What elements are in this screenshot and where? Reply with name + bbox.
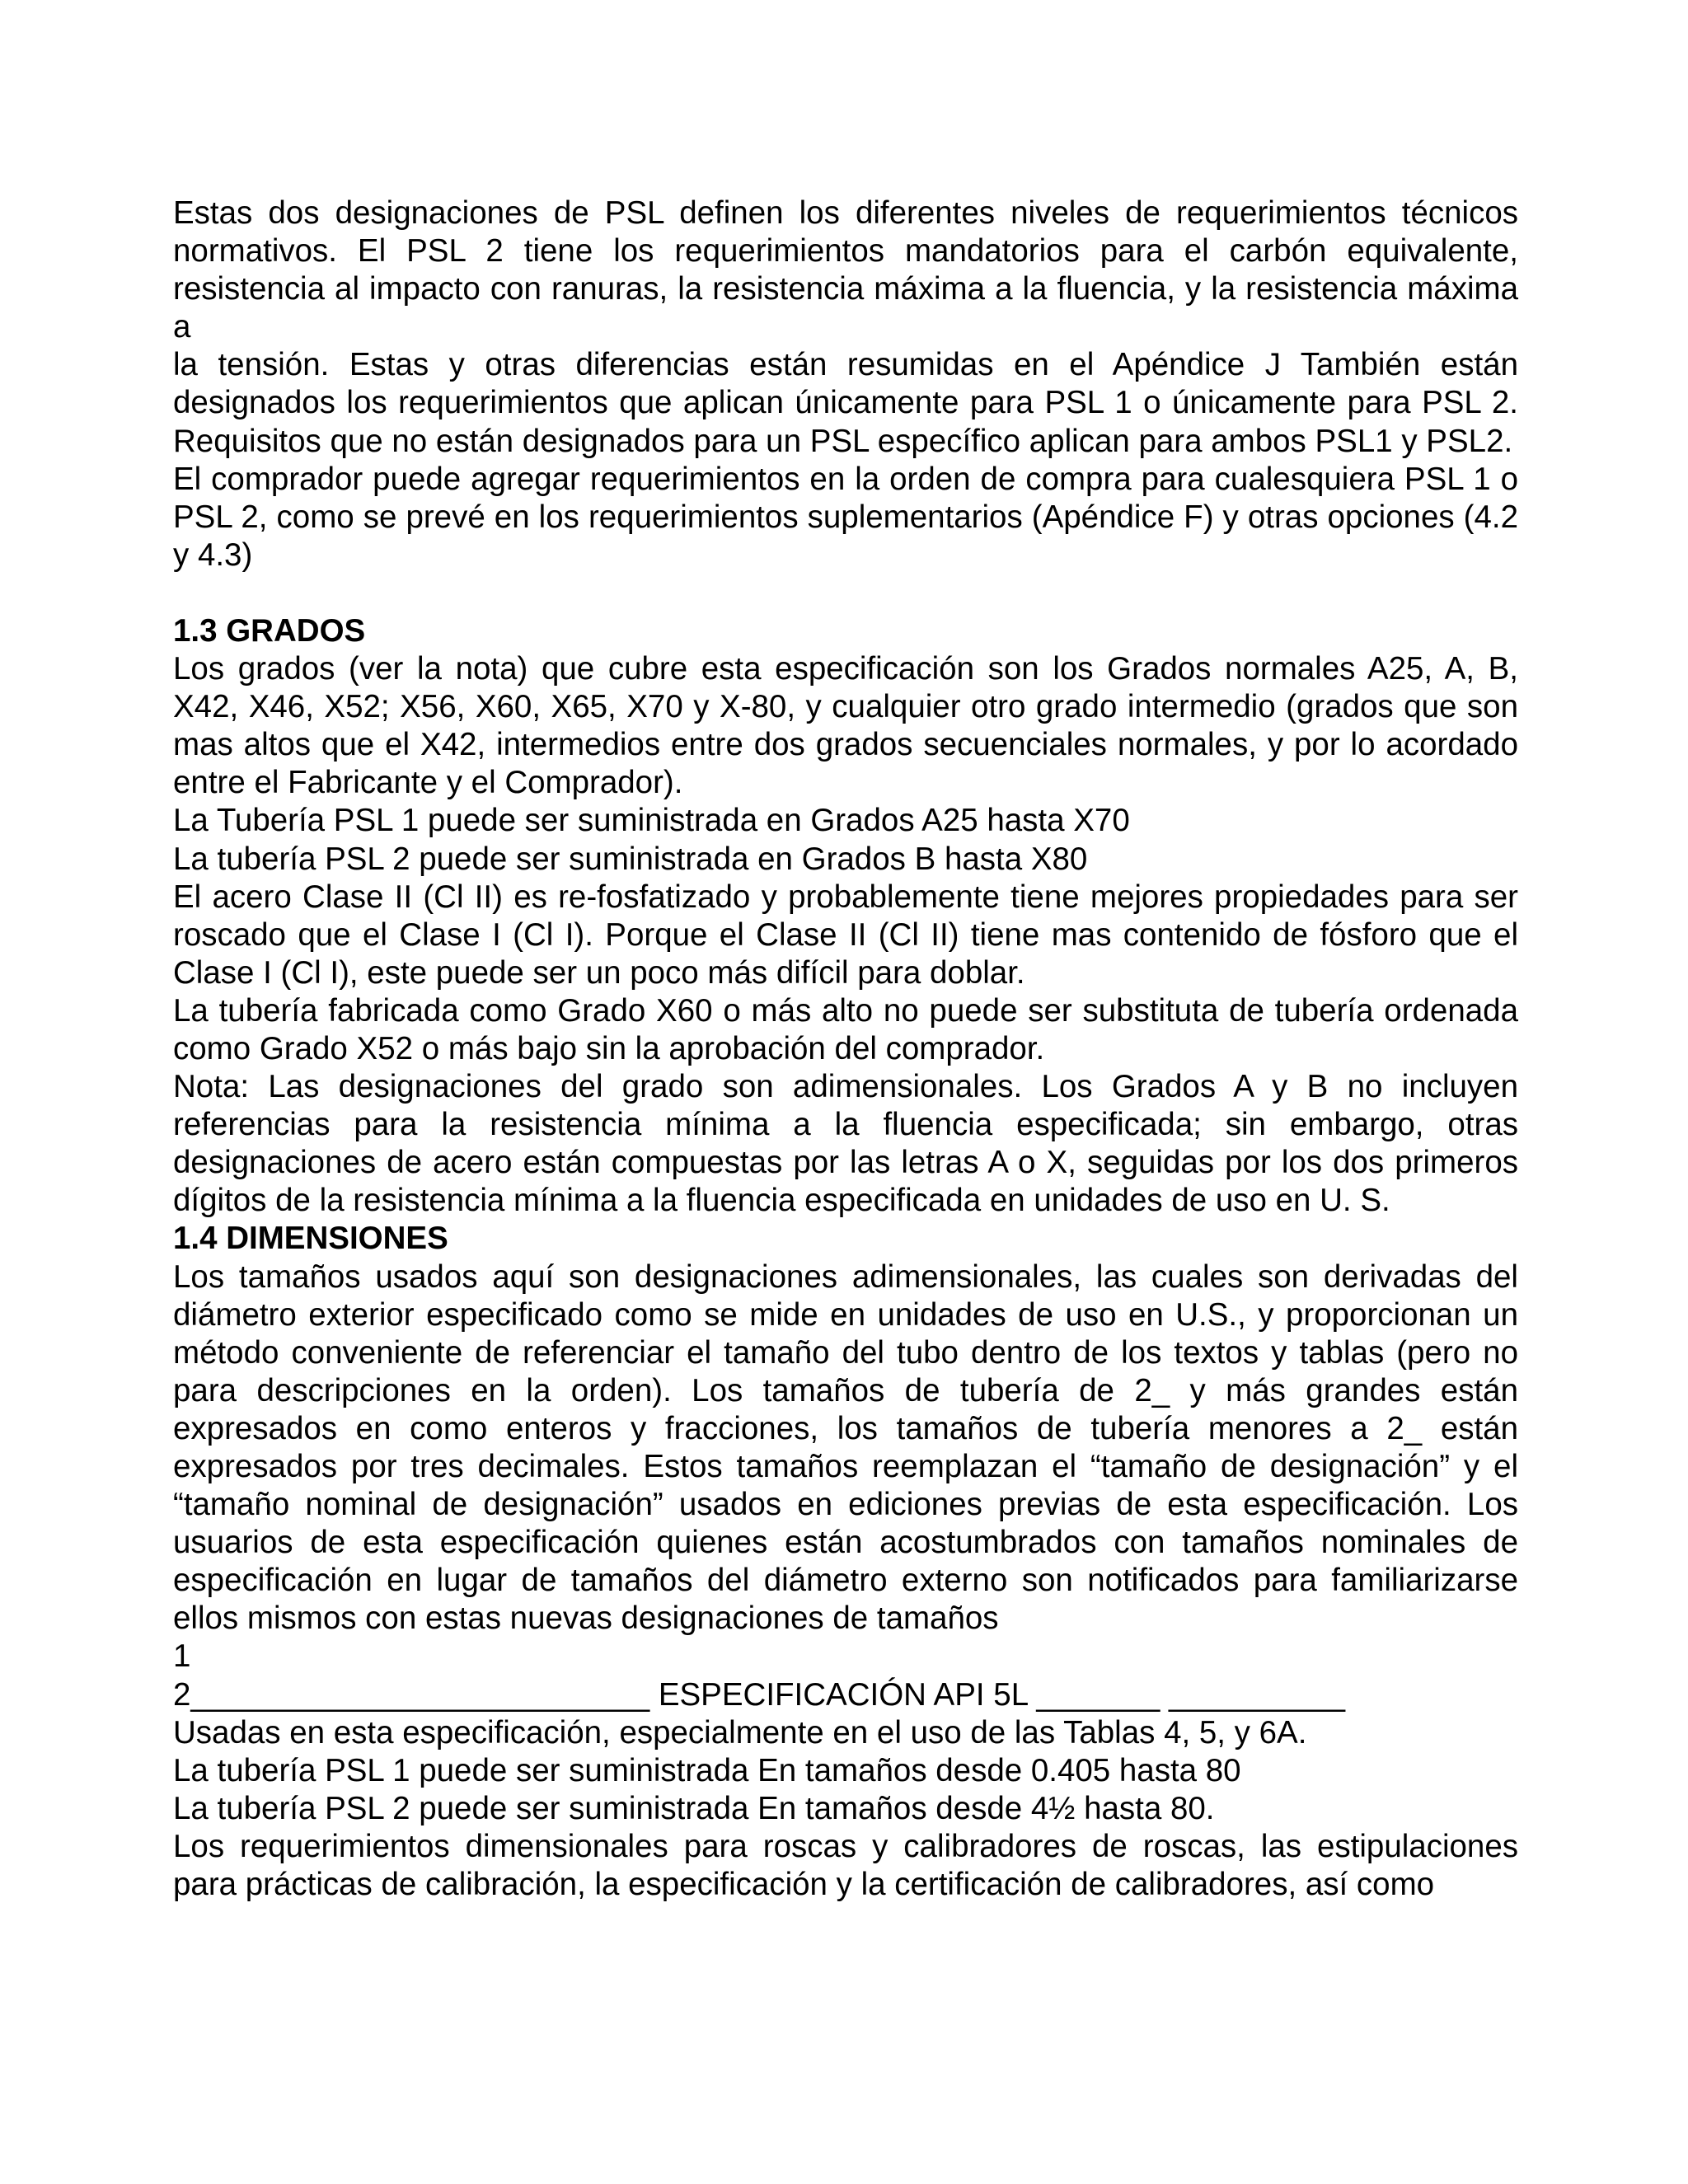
paragraph-thread-requirements: Los requerimientos dimensionales para roscas y calibradores de roscas, las estipulaciones para prácticas de calibración, la especificación y la certificación de calibradores, así como	[173, 1828, 1518, 1903]
paragraph-tables-usage: Usadas en esta especificación, especialmente en el uso de las Tablas 4, 5, y 6A.	[173, 1714, 1307, 1750]
paragraph-psl-designations: Estas dos designaciones de PSL definen los diferentes niveles de requerimientos técnicos normativos. El PSL 2 tiene los requerimientos mandatorios para el carbón equivalente, resistencia al impacto con ranuras, la resistencia máxima a la fluencia, y la resistencia máxima a	[173, 195, 1518, 345]
paragraph-grade-substitution: La tubería fabricada como Grado X60 o más alto no puede ser substituta de tubería ordenada como Grado X52 o más bajo sin la aprobación del comprador.	[173, 992, 1518, 1066]
paragraph-psl2-sizes: La tubería PSL 2 puede ser suministrada En tamaños desde 4½ hasta 80.	[173, 1790, 1215, 1826]
paragraph-psl1-sizes: La tubería PSL 1 puede ser suministrada En tamaños desde 0.405 hasta 80	[173, 1752, 1241, 1788]
section-heading-dimensiones: 1.4 DIMENSIONES	[173, 1221, 448, 1257]
page-number: 1	[173, 1638, 191, 1675]
paragraph-grades: Los grados (ver la nota) que cubre esta especificación son los Grados normales A25, A, B, X42, X46, X52; X56, X60, X65, X70 y X-80, y cualquier otro grado intermedio (grados que son mas altos que el X42, intermedios entre dos grados secuenciales normales, y por lo acordado entre el Fabricante y el Comprador).	[173, 651, 1518, 801]
paragraph-purchaser-requirements: El comprador puede agregar requerimientos en la orden de compra para cualesquiera PSL 1 o PSL 2, como se prevé en los requerimientos suplementarios (Apéndice F) y otras opciones (4.2 y 4.3)	[173, 461, 1518, 573]
paragraph-class-ii-steel: El acero Clase II (Cl II) es re-fosfatizado y probablemente tiene mejores propiedades para ser roscado que el Clase I (Cl I). Porque el Clase II (Cl II) tiene mas contenido de fósforo que el Clase I (Cl I), este puede ser un poco más difícil para doblar.	[173, 879, 1518, 991]
paragraph-psl2-grades: La tubería PSL 2 puede ser suministrada en Grados B hasta X80	[173, 841, 1088, 877]
running-header-line: 2__________________________ ESPECIFICACIÓN API 5L _______ __________	[173, 1676, 1346, 1713]
paragraph-psl1-grades: La Tubería PSL 1 puede ser suministrada en Grados A25 hasta X70	[173, 803, 1130, 839]
paragraph-grade-note: Nota: Las designaciones del grado son adimensionales. Los Grados A y B no incluyen referencias para la resistencia mínima a la fluencia especificada; sin embargo, otras designaciones de acero están compuestas por las letras A o X, seguidas por los dos primeros dígitos de la resistencia mínima a la fluencia especificada en unidades de uso en U. S.	[173, 1069, 1518, 1219]
document-page	[173, 194, 1518, 1904]
paragraph-psl-differences: la tensión. Estas y otras diferencias están resumidas en el Apéndice J También están designados los requerimientos que aplican únicamente para PSL 1 o únicamente para PSL 2. Requisitos que no están designados para un PSL específico aplican para ambos PSL1 y PSL2.	[173, 347, 1518, 459]
section-heading-grados: 1.3 GRADOS	[173, 612, 366, 649]
paragraph-sizes: Los tamaños usados aquí son designaciones adimensionales, las cuales son derivadas del diámetro exterior especificado como se mide en unidades de uso en U.S., y proporcionan un método conveniente de referenciar el tamaño del tubo dentro de los textos y tablas (pero no para descripciones en la orden). Los tamaños de tubería de 2_ y más grandes están expresados en como enteros y fracciones, los tamaños de tubería menores a 2_ están expresados por tres decimales. Estos tamaños reemplazan el “tamaño de designación” y el “tamaño nominal de designación” usados en ediciones previas de esta especificación. Los usuarios de esta especificación quienes están acostumbrados con tamaños nominales de especificación en lugar de tamaños del diámetro externo son notificados para familiarizarse ellos mismos con estas nuevas designaciones de tamaños	[173, 1258, 1518, 1637]
blank-line	[173, 574, 1518, 612]
